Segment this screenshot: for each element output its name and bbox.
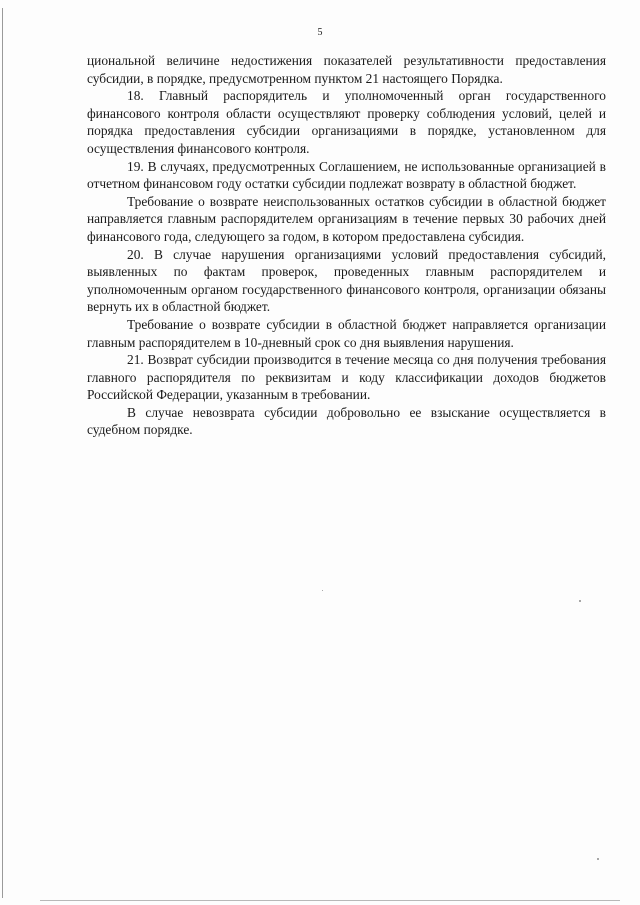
scan-speck	[579, 600, 581, 602]
paragraph-20: 20. В случае нарушения организациями условий предоставления субсидий, выявленных по фактам проверок, проведенных главным распорядителем и уполномоченным органом государственного финансового контроля, организации обязаны вернуть их в областной бюджет.	[87, 246, 606, 315]
paragraph-continuation: циональной величине недостижения показателей результативности предоставления субсидии, в порядке, предусмотренном пунктом 21 настоящего Порядка.	[87, 53, 606, 86]
paragraph-21-enforcement: В случае невозврата субсидии добровольно ее взыскание осуществляется в судебном порядке.	[87, 404, 606, 438]
paragraph-19: 19. В случаях, предусмотренных Соглашением, не использованные организацией в отчетном финансовом году остатки субсидии подлежат возврату в областной бюджет.	[87, 158, 606, 192]
paragraph-21: 21. Возврат субсидии производится в течение месяца со дня получения требования главного распорядителя по реквизитам и коду классификации доходов бюджетов Российской Федерации, указанным в требовании.	[87, 352, 606, 403]
scan-speck	[597, 858, 599, 860]
scan-speck	[322, 590, 323, 591]
paragraph-20-requirement: Требование о возврате субсидии в областной бюджет направляется организации главным распорядителем в 10-дневный срок со дня выявления нарушения.	[87, 316, 606, 350]
paragraph-19-requirement: Требование о возврате неиспользованных остатков субсидии в областной бюджет направляется главным распорядителем организациям в течение первых 30 рабочих дней финансового года, следующего за годом, в котором предоставлена субсидия.	[87, 193, 606, 244]
page-number: 5	[317, 27, 323, 38]
scan-edge-bottom	[40, 900, 620, 901]
paragraph-18: 18. Главный распорядитель и уполномоченный орган государственного финансового контроля области осуществляют проверку соблюдения условий, целей и порядка предоставления субсидии организациями в порядке, установленном для осуществления финансового контроля.	[87, 88, 606, 156]
scan-edge-left	[2, 8, 3, 898]
document-body	[87, 52, 606, 439]
